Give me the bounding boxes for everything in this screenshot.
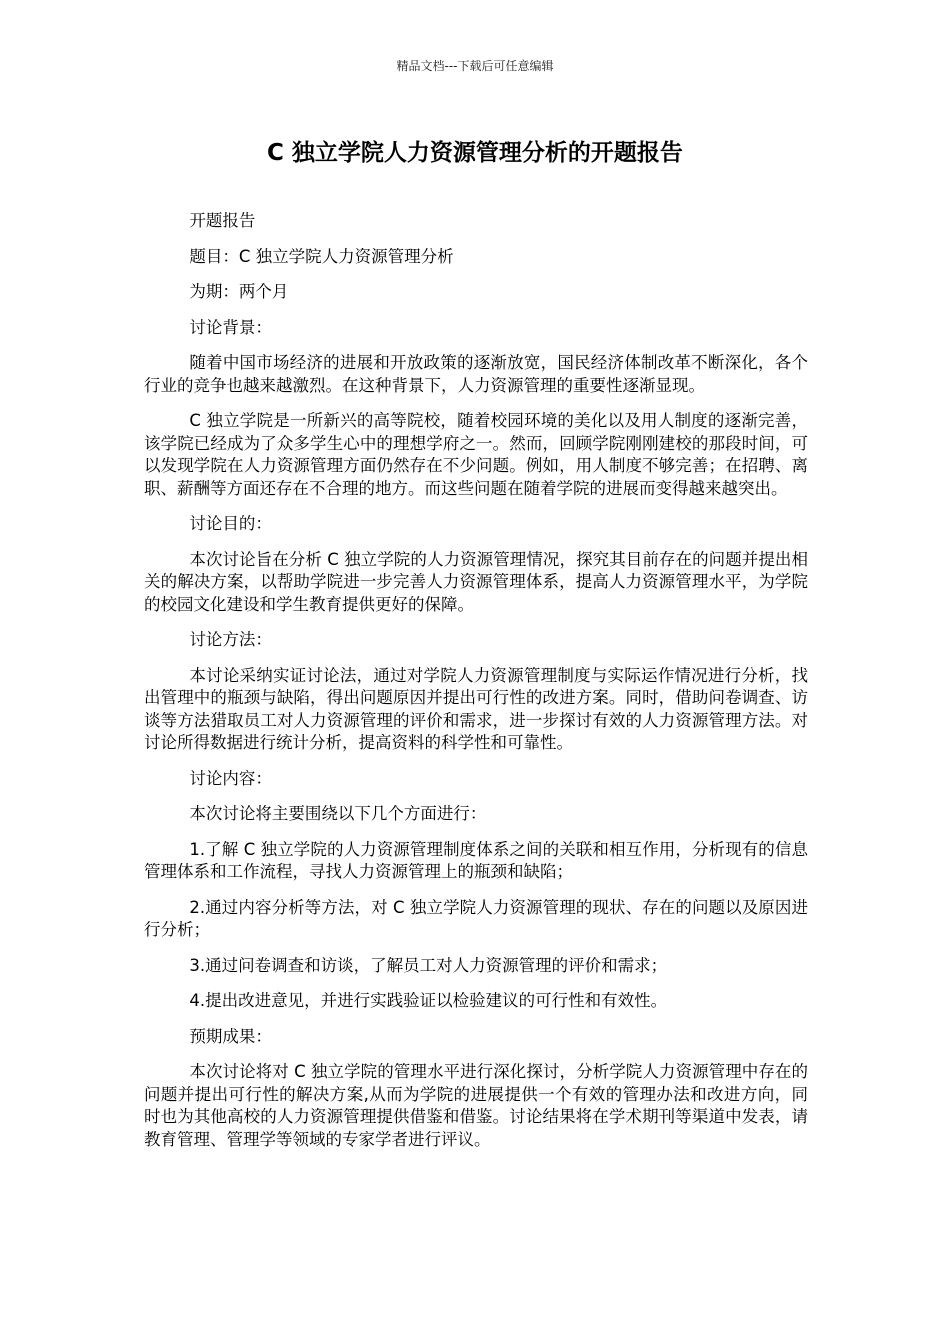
section-heading-outcome: 预期成果：: [189, 1026, 272, 1046]
paragraph-background-1: 随着中国市场经济的进展和开放政策的逐渐放宽，国民经济体制改革不断深化，各个行业的竞争也越来越激烈。在这种背景下，人力资源管理的重要性逐渐显现。: [144, 353, 808, 395]
paragraph-duration: 为期：两个月: [189, 282, 289, 301]
section-heading-purpose: 讨论目的：: [189, 514, 272, 533]
section-heading-content: 讨论内容：: [189, 768, 272, 788]
list-item-content-2: 2.通过内容分析等方法，对 C 独立学院人力资源管理的现状、存在的问题以及原因进行分析；: [144, 897, 808, 939]
page-header: 精品文档---下载后可任意编辑: [396, 59, 554, 73]
paragraph-method: 本讨论采纳实证讨论法，通过对学院人力资源管理制度与实际运作情况进行分析，找出管理中的瓶颈与缺陷，得出问题原因并提出可行性的改进方案。同时，借助问卷调查、访谈等方法猎取员工对人力资源管理的评价和需求，进一步探讨有效的人力资源管理方法。对讨论所得数据进行统计分析，提高资料的科学性和可靠性。: [144, 665, 808, 752]
document-title: C 独立学院人力资源管理分析的开题报告: [267, 140, 683, 166]
paragraph-report-label: 开题报告: [189, 211, 256, 230]
paragraph-topic: 题目：C 独立学院人力资源管理分析: [189, 246, 454, 266]
document-body: [144, 210, 808, 1164]
section-heading-method: 讨论方法：: [189, 630, 272, 649]
paragraph-outcome: 本次讨论将对 C 独立学院的管理水平进行深化探讨，分析学院人力资源管理中存在的问题并提出可行性的解决方案,从而为学院的进展提供一个有效的管理办法和改进方向，同时也为其他高校的人力资源管理提供借鉴和借鉴。讨论结果将在学术期刊等渠道中发表，请教育管理、管理学等领域的专家学者进行评议。: [144, 1062, 808, 1149]
list-item-content-4: 4.提出改进意见，并进行实践验证以检验建议的可行性和有效性。: [189, 991, 668, 1010]
paragraph-content-intro: 本次讨论将主要围绕以下几个方面进行：: [189, 804, 487, 823]
list-item-content-1: 1.了解 C 独立学院的人力资源管理制度体系之间的关联和相互作用，分析现有的信息管理体系和工作流程，寻找人力资源管理上的瓶颈和缺陷；: [144, 839, 808, 881]
list-item-content-3: 3.通过问卷调查和访谈，了解员工对人力资源管理的评价和需求；: [189, 955, 668, 975]
paragraph-purpose: 本次讨论旨在分析 C 独立学院的人力资源管理情况，探究其目前存在的问题并提出相关的解决方案，以帮助学院进一步完善人力资源管理体系，提高人力资源管理水平，为学院的校园文化建设和学生教育提供更好的保障。: [144, 549, 808, 614]
section-heading-background: 讨论背景：: [189, 317, 272, 337]
paragraph-background-2: C 独立学院是一所新兴的高等院校，随着校园环境的美化以及用人制度的逐渐完善，该学院已经成为了众多学生心中的理想学府之一。然而，回顾学院刚刚建校的那段时间，可以发现学院在人力资源管理方面仍然存在不少问题。例如，用人制度不够完善；在招聘、离职、薪酬等方面还存在不合理的地方。而这些问题在随着学院的进展而变得越来越突出。: [144, 411, 808, 498]
